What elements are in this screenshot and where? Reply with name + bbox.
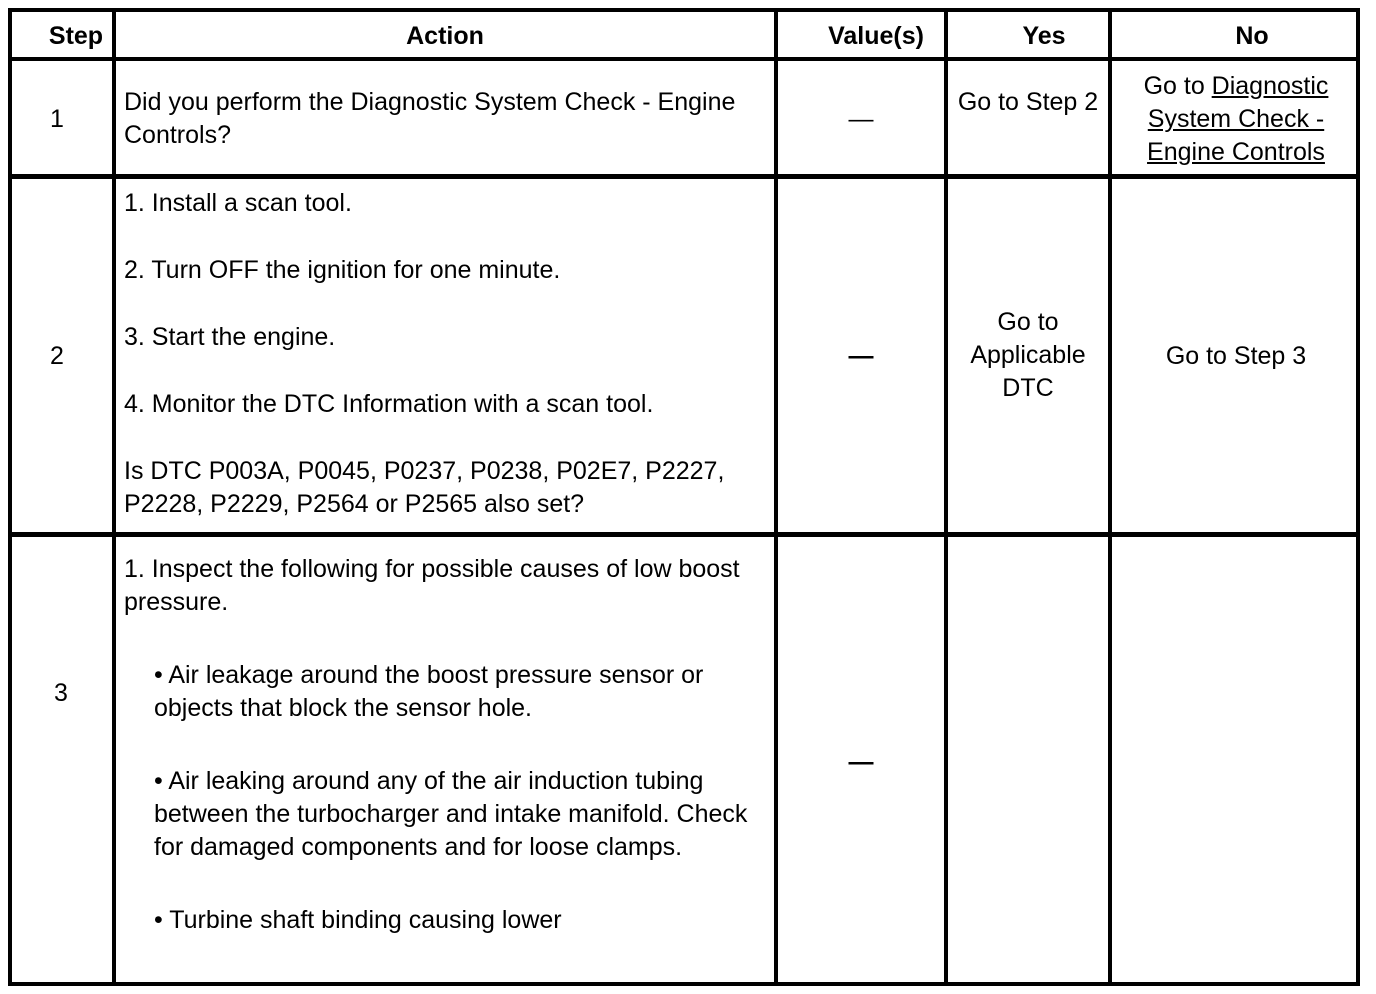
row2-action	[124, 187, 770, 521]
row1-action-text: Did you perform the Diagnostic System Check - Engine Controls?	[124, 88, 736, 149]
row2-action-question: Is DTC P003A, P0045, P0237, P0238, P02E7, P2227, P2228, P2229, P2564 or P2565 also set?	[124, 457, 725, 518]
header-yes: Yes	[1022, 22, 1066, 50]
row2-action-item: 3. Start the engine.	[124, 323, 336, 351]
row3-action-item: 1. Inspect the following for possible causes of low boost pressure.	[124, 555, 740, 616]
row3-step: 3	[54, 679, 68, 707]
row3-bullet: • Turbine shaft binding causing lower	[154, 906, 562, 934]
header-no: No	[1235, 22, 1269, 50]
row1-no	[1116, 70, 1356, 169]
row2-step: 2	[50, 342, 64, 370]
header-step: Step	[48, 22, 104, 50]
row1-action	[124, 86, 770, 152]
diagnostic-system-check-link[interactable]: Diagnostic System Check - Engine Controls	[1147, 72, 1329, 166]
row3-bullet: • Air leaking around any of the air induction tubing between the turbocharger and intake manifold. Check for damaged components and for loose clamps.	[154, 767, 748, 861]
header-action: Action	[406, 22, 484, 50]
row2-value: —	[848, 342, 874, 370]
row2-action-item: 4. Monitor the DTC Information with a scan tool.	[124, 390, 654, 418]
row-divider	[8, 174, 1360, 179]
row2-no: Go to Step 3	[1165, 342, 1307, 370]
row2-yes: Go to Applicable DTC	[970, 308, 1086, 402]
header-values: Value(s)	[828, 22, 924, 50]
row2-action-item: 2. Turn OFF the ignition for one minute.	[124, 256, 561, 284]
row3-bullet: • Air leakage around the boost pressure sensor or objects that block the sensor hole.	[154, 661, 704, 722]
column-divider	[774, 8, 778, 986]
column-divider	[1108, 8, 1112, 986]
column-divider	[112, 8, 116, 986]
row1-yes: Go to Step 2	[957, 88, 1099, 116]
row1-no-prefix: Go to	[1143, 72, 1212, 100]
row-divider	[8, 57, 1360, 61]
row3-action	[124, 553, 770, 937]
row1-value: —	[848, 105, 874, 133]
row2-action-item: 1. Install a scan tool.	[124, 189, 352, 217]
row-divider	[8, 532, 1360, 537]
row3-value: —	[848, 748, 874, 776]
row1-step: 1	[50, 105, 64, 133]
column-divider	[944, 8, 948, 986]
